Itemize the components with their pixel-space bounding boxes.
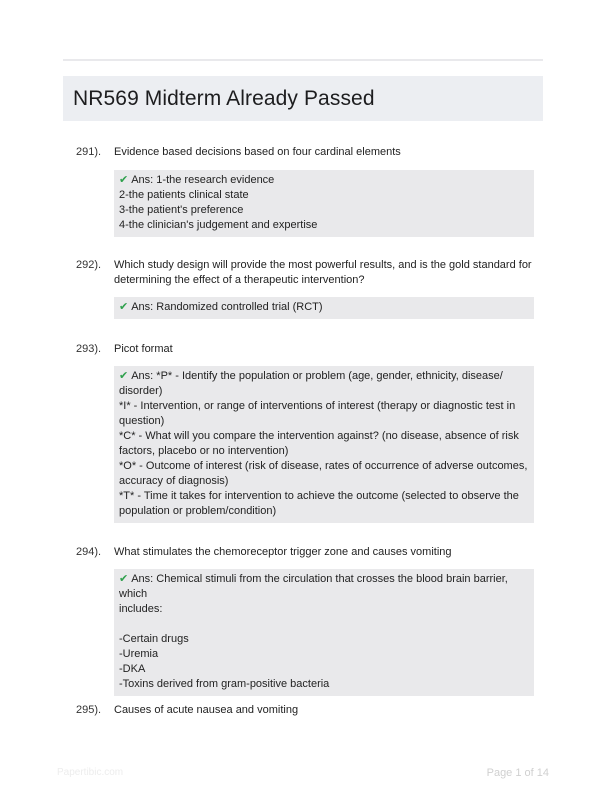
answer-line: ✔ Ans: 1-the research evidence xyxy=(119,174,275,186)
answer-box xyxy=(114,366,534,523)
answer-line: accuracy of diagnosis) xyxy=(119,475,229,487)
question-number: 294). xyxy=(76,546,102,558)
checkmark-icon: ✔ xyxy=(119,573,129,585)
checkmark-icon: ✔ xyxy=(119,174,129,186)
question-text: Causes of acute nausea and vomiting xyxy=(114,704,299,716)
answer-line: includes: xyxy=(119,603,163,615)
question-text: Which study design will provide the most powerful results, and is the gold standard for determining the effect of a therapeutic intervention? xyxy=(114,259,532,286)
answer-line: *T* - Time it takes for intervention to achieve the outcome (selected to observe the xyxy=(119,490,519,502)
question-text: Picot format xyxy=(114,343,173,355)
answer-line: 2-the patients clinical state xyxy=(119,189,249,201)
answer-line: 4-the clinician's judgement and expertise xyxy=(119,219,318,231)
answer-line: *O* - Outcome of interest (risk of disease, rates of occurrence of adverse outcomes, xyxy=(119,460,528,472)
answer-box xyxy=(114,297,534,319)
question-number: 291). xyxy=(76,146,102,158)
answer-line: -Certain drugs xyxy=(119,633,189,645)
answer-line: ✔ Ans: *P* - Identify the population or problem (age, gender, ethnicity, disease/ xyxy=(119,370,503,382)
answer-line: ✔ Ans: Randomized controlled trial (RCT) xyxy=(119,301,323,313)
answer-line: disorder) xyxy=(119,385,163,397)
answer-box xyxy=(114,569,534,696)
question-text: Evidence based decisions based on four cardinal elements xyxy=(114,146,401,158)
title-banner xyxy=(63,76,543,121)
footer-site-watermark: Papertibic.com xyxy=(57,767,124,778)
answer-line: -DKA xyxy=(119,663,146,675)
answer-line: *I* - Intervention, or range of interventions of interest (therapy or diagnostic test in xyxy=(119,400,516,412)
answer-line: factors, placebo or no intervention) xyxy=(119,445,289,457)
document-title: NR569 Midterm Already Passed xyxy=(73,86,375,110)
question-number: 292). xyxy=(76,259,102,271)
answer-line: ✔ Ans: Chemical stimuli from the circulation that crosses the blood brain barrier, which xyxy=(119,573,508,600)
answer-box xyxy=(114,170,534,237)
answer-line: *C* - What will you compare the intervention against? (no disease, absence of risk xyxy=(119,430,519,442)
answer-line: -Uremia xyxy=(119,648,159,660)
question-number: 293). xyxy=(76,343,102,355)
answer-line xyxy=(119,617,529,632)
answer-line: population or problem/condition) xyxy=(119,505,277,517)
question-text: What stimulates the chemoreceptor trigger zone and causes vomiting xyxy=(114,546,452,558)
answer-line: -Toxins derived from gram-positive bacteria xyxy=(119,678,330,690)
question-number: 295). xyxy=(76,704,102,716)
checkmark-icon: ✔ xyxy=(119,301,129,313)
page-indicator: Page 1 of 14 xyxy=(486,767,549,779)
checkmark-icon: ✔ xyxy=(119,370,129,382)
answer-line: question) xyxy=(119,415,165,427)
answer-line: 3-the patient's preference xyxy=(119,204,244,216)
top-divider xyxy=(63,59,543,61)
